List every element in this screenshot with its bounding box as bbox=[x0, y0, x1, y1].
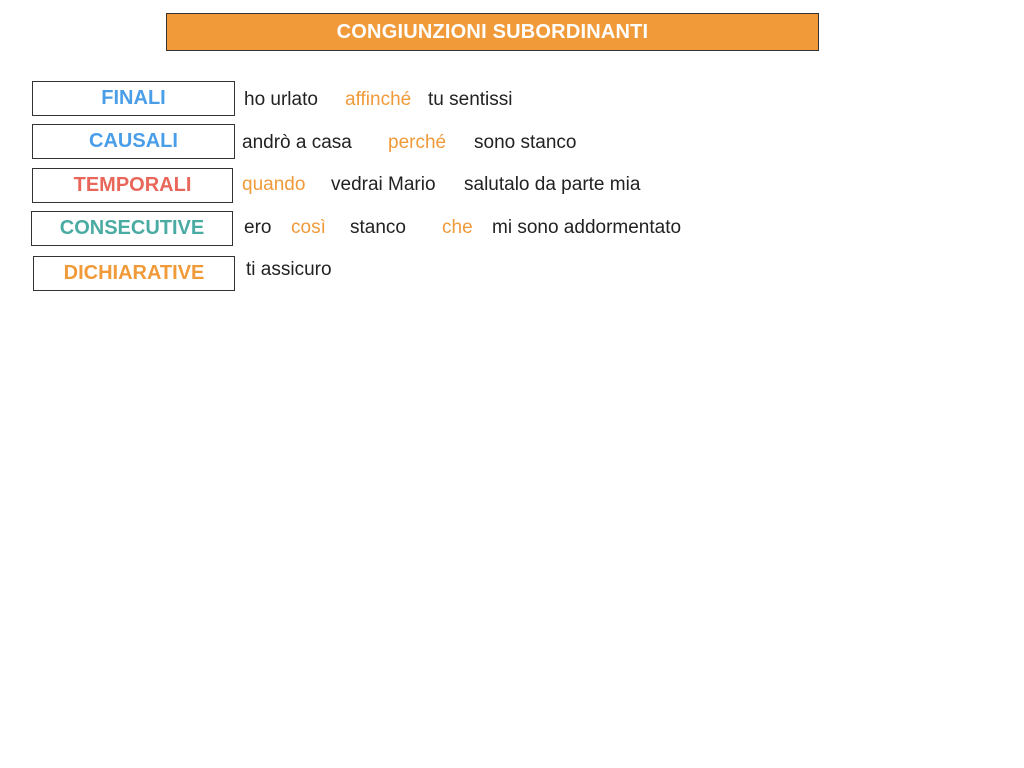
conjunction-word: quando bbox=[242, 174, 306, 195]
slide-title: CONGIUNZIONI SUBORDINANTI bbox=[336, 20, 649, 43]
label-finali bbox=[32, 81, 235, 116]
word: sono stanco bbox=[474, 132, 577, 153]
label-dichiarative-text: DICHIARATIVE bbox=[63, 262, 205, 284]
label-causali bbox=[32, 124, 235, 159]
label-finali-text: FINALI bbox=[101, 87, 166, 109]
label-consecutive-text: CONSECUTIVE bbox=[59, 217, 205, 239]
conjunction-word: affinché bbox=[345, 89, 412, 110]
conjunction-word: che bbox=[442, 217, 473, 238]
word: ti assicuro bbox=[246, 259, 332, 280]
label-dichiarative bbox=[33, 256, 235, 291]
word: tu sentissi bbox=[428, 89, 513, 110]
conjunction-word: perché bbox=[388, 132, 447, 153]
word: ho urlato bbox=[244, 89, 318, 110]
title-bar bbox=[166, 13, 819, 51]
word: salutalo da parte mia bbox=[464, 174, 641, 195]
label-causali-text: CAUSALI bbox=[89, 130, 178, 152]
label-temporali bbox=[32, 168, 233, 203]
word: vedrai Mario bbox=[331, 174, 436, 195]
word: mi sono addormentato bbox=[492, 217, 682, 238]
word: stanco bbox=[350, 217, 406, 238]
conjunction-word: così bbox=[291, 217, 326, 238]
word: andrò a casa bbox=[242, 132, 352, 153]
label-temporali-text: TEMPORALI bbox=[73, 174, 192, 196]
label-consecutive bbox=[31, 211, 233, 246]
word: ero bbox=[244, 217, 272, 238]
